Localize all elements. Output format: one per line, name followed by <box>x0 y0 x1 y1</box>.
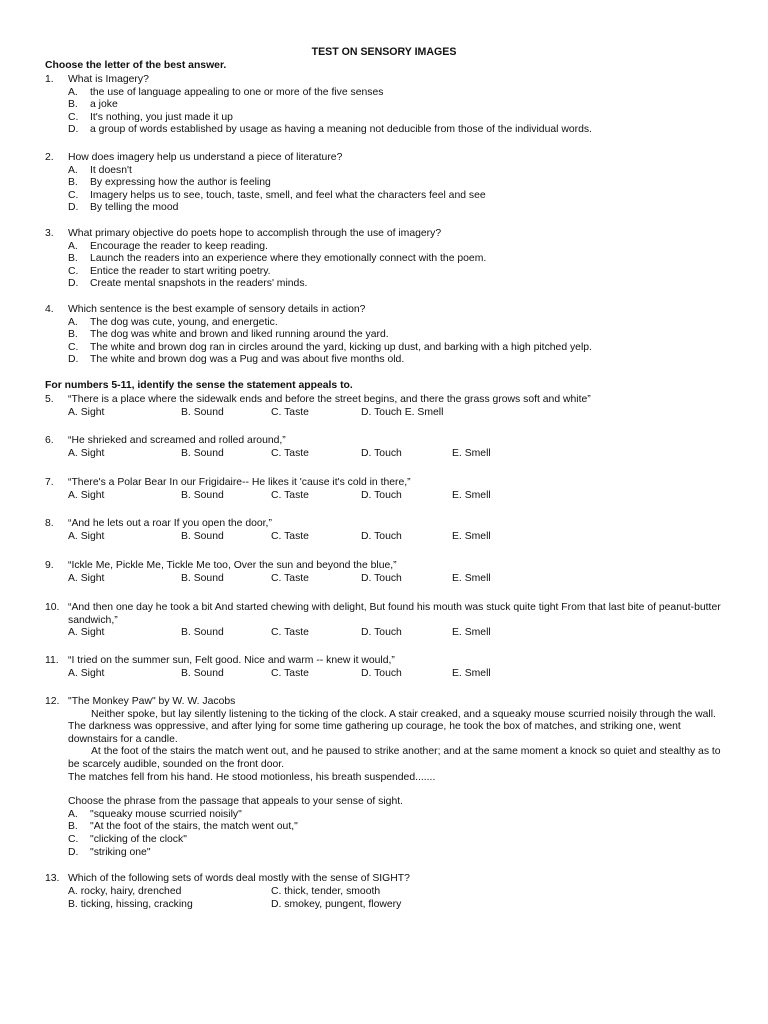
option-letter: B. <box>68 253 78 265</box>
question-number: 5. <box>45 394 54 405</box>
option-touch: D. Touch <box>361 572 402 584</box>
question-number: 9. <box>45 560 54 571</box>
option-letter: A. <box>68 86 78 98</box>
sense-options <box>68 573 725 586</box>
option-b <box>68 177 725 190</box>
option-taste: C. Taste <box>271 447 309 459</box>
option-touch: D. Touch <box>361 627 402 639</box>
option-letter: A. <box>68 164 78 176</box>
question-number: 12. <box>45 696 60 707</box>
sense-options <box>68 490 725 503</box>
option-a <box>68 87 725 100</box>
option-letter: D. <box>68 278 79 290</box>
question-7 <box>45 477 725 503</box>
question-2 <box>45 152 725 215</box>
question-text: “I tried on the summer sun, Felt good. Nice and warm -- knew it would,” <box>68 655 395 666</box>
question-number: 6. <box>45 435 54 446</box>
option-a <box>68 241 725 254</box>
option-d <box>68 124 725 137</box>
question-3 <box>45 228 725 291</box>
option-letter: A. <box>68 808 78 820</box>
option-sight: A. Sight <box>68 530 105 542</box>
question-text: What is Imagery? <box>68 74 149 85</box>
option-letter: D. <box>68 846 79 858</box>
option-text: Encourage the reader to keep reading. <box>90 240 268 252</box>
option-sound: B. Sound <box>181 447 224 459</box>
option-sight: A. Sight <box>68 406 105 418</box>
option-b <box>68 99 725 112</box>
question-13 <box>45 873 725 912</box>
passage-paragraph-2: At the foot of the stairs the match went out, and he paused to strike another; and at the same moment a knock so quiet and stealthy as to be scarcely audible, sounded on the front door. <box>68 746 721 770</box>
question-11 <box>45 655 725 681</box>
option-text: "squeaky mouse scurried noisily" <box>90 808 242 820</box>
question-number: 7. <box>45 477 54 488</box>
option-taste: C. Taste <box>271 572 309 584</box>
option-text: "clicking of the clock" <box>90 833 187 845</box>
option-smell: E. Smell <box>452 530 491 542</box>
option-d <box>68 202 725 215</box>
option-text: Create mental snapshots in the readers' minds. <box>90 278 308 290</box>
option-letter: A. <box>68 316 78 328</box>
option-touch: D. Touch <box>361 489 402 501</box>
option-sight: A. Sight <box>68 627 105 639</box>
option-c <box>68 834 725 847</box>
question-prompt: Choose the phrase from the passage that appeals to your sense of sight. <box>68 796 404 808</box>
option-a <box>68 317 725 330</box>
option-text: It's nothing, you just made it up <box>90 111 233 123</box>
option-letter: C. <box>68 265 79 277</box>
option-text: a group of words established by usage as having a meaning not deducible from those of the individual words. <box>90 124 592 136</box>
question-number: 3. <box>45 228 54 239</box>
option-text: The dog was cute, young, and energetic. <box>90 316 278 328</box>
question-number: 11. <box>45 655 59 666</box>
option-text: "striking one" <box>90 846 151 858</box>
option-sound: B. Sound <box>181 572 224 584</box>
option-a: A. rocky, hairy, drenched <box>68 885 182 897</box>
option-a <box>68 809 725 822</box>
question-text: What primary objective do poets hope to accomplish through the use of imagery? <box>68 228 442 239</box>
option-d <box>68 847 725 860</box>
option-sight: A. Sight <box>68 667 105 679</box>
question-number: 4. <box>45 304 54 315</box>
option-text: Imagery helps us to see, touch, taste, smell, and feel what the characters feel and see <box>90 189 486 201</box>
option-taste: C. Taste <box>271 530 309 542</box>
option-smell: E. Smell <box>452 489 491 501</box>
option-touch: D. Touch <box>361 667 402 679</box>
option-d: D. smokey, pungent, flowery <box>271 898 402 910</box>
option-c <box>68 342 725 355</box>
option-b <box>68 821 725 834</box>
question-text: “Ickle Me, Pickle Me, Tickle Me too, Over the sun and beyond the blue,” <box>68 560 397 571</box>
option-text: By telling the mood <box>90 202 179 214</box>
option-letter: B. <box>68 99 78 111</box>
option-d <box>68 278 725 291</box>
option-taste: C. Taste <box>271 406 309 418</box>
option-taste: C. Taste <box>271 667 309 679</box>
option-text: By expressing how the author is feeling <box>90 177 271 189</box>
question-text: “There is a place where the sidewalk ends and before the street begins, and there the grass grows soft and white” <box>68 394 591 405</box>
option-sound: B. Sound <box>181 530 224 542</box>
question-text: “He shrieked and screamed and rolled around,” <box>68 435 286 446</box>
option-letter: C. <box>68 341 79 353</box>
option-letter: C. <box>68 833 79 845</box>
option-touch: D. Touch <box>361 530 402 542</box>
question-8 <box>45 518 725 544</box>
option-text: It doesn't <box>90 164 132 176</box>
option-c <box>68 190 725 203</box>
option-b: B. ticking, hissing, cracking <box>68 898 193 910</box>
option-sound: B. Sound <box>181 406 224 418</box>
question-6 <box>45 435 725 461</box>
option-smell: E. Smell <box>452 627 491 639</box>
passage-paragraph-3: The matches fell from his hand. He stood motionless, his breath suspended....... <box>68 771 436 783</box>
question-4 <box>45 304 725 367</box>
sense-options <box>68 407 725 420</box>
option-letter: B. <box>68 177 78 189</box>
option-sound: B. Sound <box>181 627 224 639</box>
option-smell: E. Smell <box>452 447 491 459</box>
question-5 <box>45 394 725 420</box>
question-10 <box>45 602 725 640</box>
option-text: the use of language appealing to one or more of the five senses <box>90 86 384 98</box>
question-number: 10. <box>45 602 60 613</box>
instructions-senses: For numbers 5-11, identify the sense the statement appeals to. <box>45 380 353 391</box>
option-text: The white and brown dog ran in circles around the yard, kicking up dust, and barking with a high pitched yelp. <box>90 341 592 353</box>
option-d <box>68 354 725 367</box>
option-b <box>68 329 725 342</box>
question-text: “And he lets out a roar If you open the door,” <box>68 518 272 529</box>
instructions-multiple-choice: Choose the letter of the best answer. <box>45 60 227 71</box>
option-smell: E. Smell <box>452 667 491 679</box>
option-row-1 <box>68 886 725 899</box>
passage <box>68 709 725 785</box>
option-c <box>68 266 725 279</box>
option-sight: A. Sight <box>68 572 105 584</box>
option-letter: A. <box>68 240 78 252</box>
option-taste: C. Taste <box>271 489 309 501</box>
option-taste: C. Taste <box>271 627 309 639</box>
option-letter: C. <box>68 189 79 201</box>
option-text: The white and brown dog was a Pug and was about five months old. <box>90 354 405 366</box>
question-text: Which sentence is the best example of sensory details in action? <box>68 304 366 315</box>
option-text: a joke <box>90 99 118 111</box>
option-letter: C. <box>68 111 79 123</box>
option-text: Entice the reader to start writing poetry. <box>90 265 271 277</box>
sense-options <box>68 531 725 544</box>
option-c <box>68 112 725 125</box>
option-sight: A. Sight <box>68 489 105 501</box>
option-text: "At the foot of the stairs, the match went out," <box>90 821 298 833</box>
option-a <box>68 165 725 178</box>
sense-options <box>68 448 725 461</box>
option-letter: B. <box>68 329 78 341</box>
question-number: 2. <box>45 152 54 163</box>
option-sound: B. Sound <box>181 667 224 679</box>
option-row-2 <box>68 899 725 912</box>
page-title: TEST ON SENSORY IMAGES <box>311 46 457 58</box>
question-text: “And then one day he took a bit And started chewing with delight, But found his mouth was stuck quite tight From that last bite of peanut-butter sandwich,” <box>68 602 721 626</box>
question-text: How does imagery help us understand a piece of literature? <box>68 152 343 163</box>
question-number: 13. <box>45 873 60 884</box>
question-9 <box>45 560 725 586</box>
option-letter: D. <box>68 124 79 136</box>
passage-paragraph-1: Neither spoke, but lay silently listening to the ticking of the clock. A stair creaked, and a squeaky mouse scurried noisily through the wall. The darkness was oppressive, and after lying for some time gathering up courage, he took the box of matches, and striking one, went downstairs for a candle. <box>68 708 716 745</box>
option-smell: E. Smell <box>452 572 491 584</box>
question-1 <box>45 74 725 137</box>
option-letter: B. <box>68 821 78 833</box>
option-touch: D. Touch <box>361 447 402 459</box>
option-b <box>68 253 725 266</box>
option-c: C. thick, tender, smooth <box>271 885 381 897</box>
option-text: Launch the readers into an experience where they emotionally connect with the poem. <box>90 253 487 265</box>
option-letter: D. <box>68 202 79 214</box>
option-letter: D. <box>68 354 79 366</box>
question-text: “There's a Polar Bear In our Frigidaire-- He likes it 'cause it's cold in there,” <box>68 477 411 488</box>
sense-options <box>68 627 725 640</box>
option-text: The dog was white and brown and liked running around the yard. <box>90 329 389 341</box>
sense-options <box>68 668 725 681</box>
question-12 <box>45 696 725 859</box>
option-sight: A. Sight <box>68 447 105 459</box>
question-text: Which of the following sets of words deal mostly with the sense of SIGHT? <box>68 873 410 884</box>
option-touch-smell: D. Touch E. Smell <box>361 406 444 418</box>
passage-heading: "The Monkey Paw" by W. W. Jacobs <box>68 696 236 707</box>
question-number: 8. <box>45 518 54 529</box>
option-sound: B. Sound <box>181 489 224 501</box>
question-number: 1. <box>45 74 54 85</box>
